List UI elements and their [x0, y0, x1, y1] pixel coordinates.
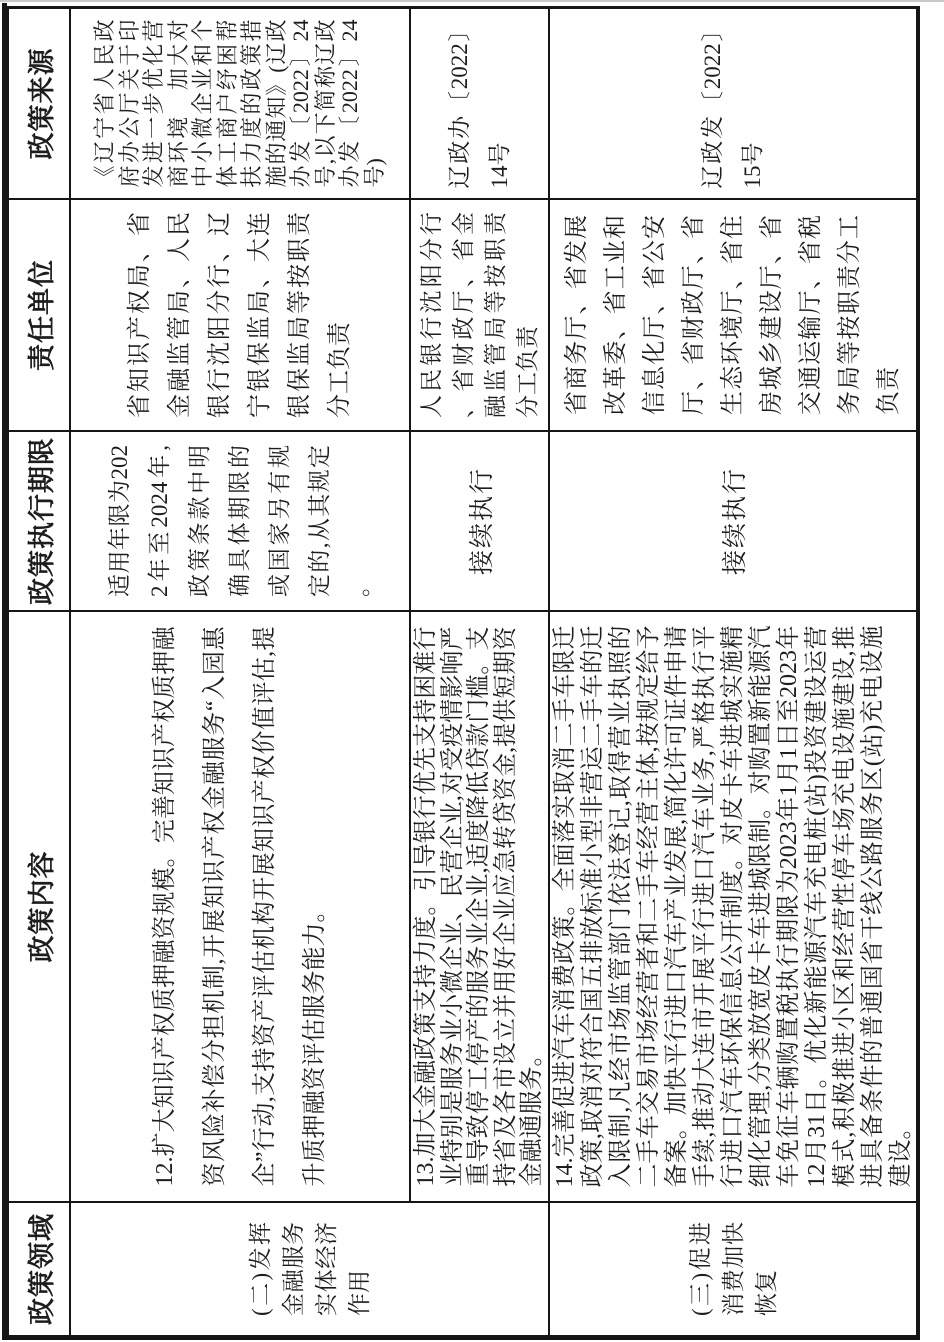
area-consumption-label: (三)促进消费加快恢复 — [687, 1222, 779, 1316]
cell-period-13 — [410, 431, 549, 611]
header-policy-content — [8, 611, 70, 1202]
header-responsible-unit-label: 责任单位 — [26, 259, 57, 371]
header-policy-source — [8, 8, 70, 199]
cell-unit-12 — [70, 199, 410, 431]
cell-content-14 — [549, 611, 917, 1202]
header-policy-period — [8, 431, 70, 611]
cell-source-12 — [70, 8, 410, 199]
header-policy-content-label: 政策内容 — [26, 850, 57, 963]
header-policy-source-label: 政策来源 — [26, 47, 57, 160]
unit-14-text: 省商务厅、省发展改革委、省工业和信息化厅、省公安厅、省财政厅、省生态环境厅、省住房城乡建设厅、省交通运输厅、省税务局等按职责分工负责 — [563, 215, 902, 415]
rotated-table-wrapper — [3, 6, 920, 1340]
source-14-text: 辽政发〔2022〕15号 — [700, 18, 765, 189]
content-13-text: 13.加大金融政策支持力度。引导银行优先支持困难行业特别是服务业小微企业、民营企业,对受疫情影响严重导致停工停产的服务业企业,适度降低贷款门槛。支持省及各市设立并用好企业应急转贷资金,提供短期资金融通服务。 — [413, 626, 546, 1187]
cell-unit-14 — [549, 199, 917, 431]
cell-unit-13 — [410, 199, 549, 431]
cell-area-row-14 — [549, 1202, 917, 1336]
source-12-text: 《辽宁省人民政府办公厅关于印发进一步优化营商环境 加大对中小微企业和个体工商户纾困帮扶力度的政策措施的通知》(辽政办发〔2022〕24号,以下简称辽政办发〔2022〕24号) — [92, 19, 387, 188]
content-14-text: 14.完善促进汽车消费政策。全面落实取消二手车限迁政策,取消对符合国五排放标准小型非营运二手车的迁入限制,凡经市场监管部门依法登记,取得营业执照的二手车交易市场经营者和二手车经营主体,按规定给予备案。加快平行进口汽车产业发展,简化许可证件申请手续,推动大连市开展平行进口汽车业务,严格执行平行进口汽车环保信息公开制度。对皮卡车进城实施精细化管理,分类放宽皮卡车进城限制。对购置新能源汽车免征车辆购置税执行期限为2023年1月1日至2023年12月31日。优化新能源汽车充电桩(站)投资建设运营模式,积极推进小区和经营性停车场充电设施建设,推进具备条件的普通国省干线公路服务区(站)充电设施建设。 — [552, 625, 914, 1188]
unit-13-text: 人民银行沈阳分行、省财政厅、省金融监管局等按职责分工负责 — [418, 212, 540, 418]
cell-content-12 — [70, 611, 410, 1202]
content-12-text: 12.扩大知识产权质押融资规模。完善知识产权质押融资风险补偿分担机制,开展知识产权金融服务“入园惠企”行动,支持资产评估机构开展知识产权价值评估,提升质押融资评估服务能力。 — [152, 626, 328, 1187]
cell-content-13 — [410, 611, 549, 1202]
policy-table-rotated — [3, 6, 920, 1340]
policy-table — [3, 6, 920, 1340]
header-policy-period-label: 政策执行期限 — [26, 437, 57, 605]
header-policy-area — [8, 1202, 70, 1336]
cell-period-14 — [549, 431, 917, 611]
header-policy-area-label: 政策领域 — [26, 1213, 57, 1325]
area-finance-label: (二)发挥金融服务实体经济作用 — [247, 1222, 372, 1316]
period-12-text: 适用年限为2022年至2024年,政策条款中明确具体期限的或国家另有规定的,从其规定。 — [107, 445, 372, 597]
unit-12-text: 省知识产权局、省金融监管局、人民银行沈阳分行、辽宁银保监局、大连银保监局等按职责分工负责 — [127, 212, 353, 418]
period-13-text: 接续执行 — [468, 467, 496, 576]
header-responsible-unit — [8, 199, 70, 431]
scan-edge-top — [0, 0, 944, 2]
source-13-text: 辽政办〔2022〕14号 — [446, 18, 512, 189]
cell-period-12 — [70, 431, 410, 611]
period-14-text: 接续执行 — [722, 467, 749, 576]
cell-source-13 — [410, 8, 549, 199]
cell-area-rows-12-13 — [70, 1202, 549, 1336]
cell-source-14 — [549, 8, 917, 199]
